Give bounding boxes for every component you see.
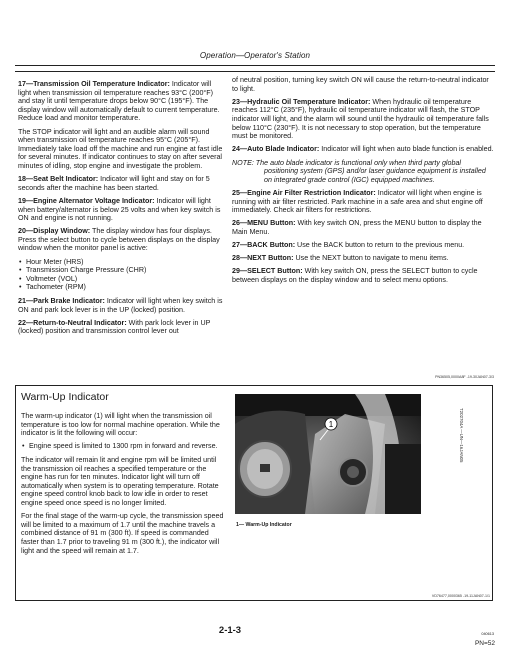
content-top-rule	[15, 71, 495, 72]
footer-pn: PN=52	[474, 640, 495, 647]
warmup-indicator-photo	[235, 394, 421, 514]
item-23-paragraph	[232, 98, 494, 141]
figure-code-vertical: T202704A —UN—16JAN05	[459, 408, 464, 463]
item-17-paragraph	[18, 80, 226, 123]
doc-reference-top: PN36505,0000A8F -19-30JAN07-3/3	[435, 375, 494, 379]
item-27-text: Use the BACK button to return to the previous menu.	[295, 241, 465, 250]
item-25-paragraph	[232, 189, 494, 215]
footer-code: 040613	[481, 632, 494, 636]
warmup-title: Warm-Up Indicator	[21, 391, 109, 403]
item-19-label: 19—Engine Alternator Voltage Indicator:	[18, 196, 155, 205]
warmup-text-column	[21, 412, 227, 560]
item-22-continued: of neutral position, turning key switch ON will cause the return-to-neutral indicator to light.	[232, 76, 489, 93]
item-19-paragraph	[18, 197, 226, 223]
item-29-paragraph	[232, 267, 494, 284]
item-29-text: With key switch ON, press the SELECT button to cycle between displays on the display window and to select menu options.	[232, 267, 478, 285]
item-20-label: 20—Display Window:	[18, 227, 91, 236]
item-17-text: Indicator will light when transmission oil temperature reaches 93°C (200°F) and stay lit until temperature drops below 90°C (195°F). The display window will automatically default to current temperature. Reduce load and monitor temperature.	[18, 80, 220, 123]
item-21-text: Indicator will light when key switch is ON and park lock lever is in the UP (locked) position.	[18, 297, 223, 314]
page-header: Operation—Operator's Station	[199, 51, 311, 60]
item-18-label: 18—Seat Belt Indicator:	[18, 175, 99, 184]
item-27-paragraph	[232, 241, 494, 250]
item-24-text: Indicator will light when auto blade function is enabled.	[319, 145, 494, 154]
item-24-label: 24—Auto Blade Indicator:	[232, 145, 320, 154]
doc-reference-bottom: VD76477,0000365 -19-11JAN07-1/1	[431, 594, 490, 598]
warmup-bullets	[21, 442, 227, 451]
warmup-paragraph-2: The indicator will remain lit and engine rpm will be limited until the transmission oil reaches a specified temperature or the engine has run for ten minutes. Indicator light will turn off automatically when system is to operating temperature. Rotate engine speed control knob back to low idle in order to reset engine speed once speed is no longer limited.	[21, 455, 219, 507]
display-list-item: • Hour Meter (HRS)	[18, 258, 226, 267]
item-26-paragraph	[232, 219, 494, 236]
header-rule	[15, 65, 495, 66]
item-18-text: Indicator will light and stay on for 5 seconds after the machine has been started.	[18, 175, 210, 192]
item-28-text: Use the NEXT button to navigate to menu items.	[293, 254, 449, 263]
warmup-intro: The warm-up indicator (1) will light when the transmission oil temperature is too low for normal machine operation. While the indicator is lit the following will occur:	[21, 412, 220, 438]
display-list-item: • Transmission Charge Pressure (CHR)	[18, 266, 226, 275]
item-28-paragraph	[232, 254, 494, 263]
item-25-label: 25—Engine Air Filter Restriction Indicator:	[232, 188, 376, 197]
item-28-label: 28—NEXT Button:	[232, 254, 294, 263]
display-list	[18, 258, 226, 292]
left-column	[18, 80, 226, 341]
item-22-paragraph	[18, 319, 226, 336]
item-24-paragraph	[232, 145, 494, 154]
item-22-label: 22—Return-to-Neutral Indicator:	[18, 318, 127, 327]
item-20-paragraph	[18, 227, 226, 253]
item-21-paragraph	[18, 297, 226, 314]
photo-caption: 1— Warm-Up Indicator	[236, 522, 292, 528]
item-26-text: With key switch ON, press the MENU button to display the Main Menu.	[232, 219, 482, 236]
display-list-item: • Tachometer (RPM)	[18, 283, 226, 292]
item-29-label: 29—SELECT Button:	[232, 267, 303, 276]
item-25-text: Indicator will light when engine is running with air filter restricted. Park machine in a safe area and shut engine off immediately. Check air filters for restrictions.	[232, 188, 483, 215]
warmup-paragraph-3: For the final stage of the warm-up cycle, the transmission speed will be limited to a maximum of 1.7 until the machine travels a combined distance of 91 m (300 ft). If speed is commanded faster than 1.7 prior to traveling 91 m (300 ft.), the indicator will light and the speed will remain at 1.7.	[21, 512, 224, 555]
item-22-text: With park lock lever in UP (locked) position and transmission control lever out	[18, 318, 211, 336]
item-21-label: 21—Park Brake Indicator:	[18, 297, 105, 306]
display-list-item: • Voltmeter (VOL)	[18, 275, 226, 284]
item-19-text: Indicator will light when battery/alternator is below 25 volts and when key switch is ON and engine is not running.	[18, 196, 221, 223]
page-number: 2-1-3	[218, 625, 242, 636]
item-23-label: 23—Hydraulic Oil Temperature Indicator:	[232, 97, 371, 106]
right-column	[232, 76, 494, 289]
auto-blade-note: NOTE: The auto blade indicator is functional only when third party global positioning system (GPS) and/or laser guidance equipment is installed on integrated grade control (IGC) equipped machines.	[232, 158, 486, 184]
photo-callout-number: 1	[328, 420, 334, 429]
item-23-text: When hydraulic oil temperature reaches 112°C (235°F), hydraulic oil temperature indicator will flash, the STOP indicator will light, and the alarm will sound until the hydraulic oil temperature falls below 110°C (230°F). It is not necessary to stop operation, but the temperature must be monitored.	[232, 97, 489, 141]
item-27-label: 27—BACK Button:	[232, 241, 296, 250]
item-17-label: 17—Transmission Oil Temperature Indicator:	[18, 80, 170, 88]
item-17-paragraph-2: The STOP indicator will light and an audible alarm will sound when transmission oil temperature reaches 95°C (205°F). Immediately take load off the machine and run engine at fast idle for several minutes. If indicator continues to stay on after several minutes of idling, stop engine and investigate the problem.	[18, 127, 223, 170]
item-18-paragraph	[18, 175, 226, 192]
warmup-bullet-item: • Engine speed is limited to 1300 rpm in forward and reverse.	[21, 442, 227, 451]
dashboard-photo-graphic	[235, 394, 421, 514]
item-20-text: The display window has four displays. Press the select button to cycle between displays on the display window when the monitor panel is active:	[18, 227, 220, 253]
item-26-label: 26—MENU Button:	[232, 219, 296, 228]
